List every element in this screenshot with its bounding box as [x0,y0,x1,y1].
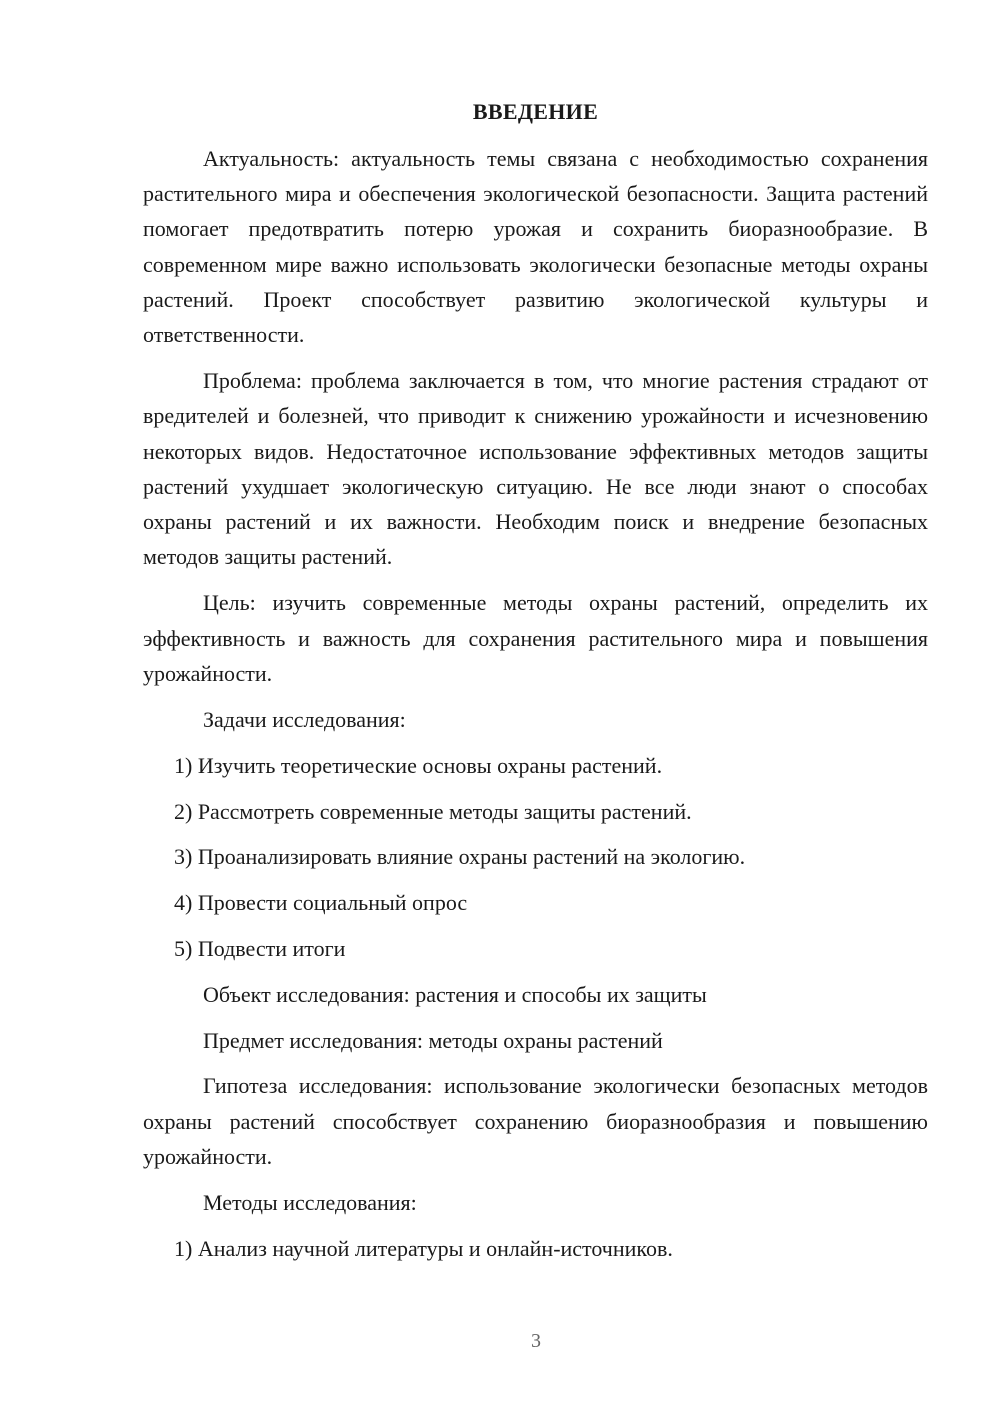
task-item: 5) Подвести итоги [174,936,346,962]
page-number: 3 [531,1330,541,1352]
research-subject: Предмет исследования: методы охраны растений [203,1027,663,1053]
task-item: 1) Изучить теоретические основы охраны растений. [174,752,663,778]
method-item: 1) Анализ научной литературы и онлайн-источников. [174,1235,673,1261]
methods-heading: Методы исследования: [203,1190,417,1216]
task-item: 2) Рассмотреть современные методы защиты растений. [174,798,692,824]
task-item: 3) Проанализировать влияние охраны растений на экологию. [174,844,746,870]
task-item: 4) Провести социальный опрос [174,890,468,916]
hypothesis-paragraph: Гипотеза исследования: использование экологически безопасных методов охраны растений способствует сохранению биоразнообразия и повышению урожайности. [143,1073,928,1169]
problem-paragraph: Проблема: проблема заключается в том, что многие растения страдают от вредителей и болезней, что приводит к снижению урожайности и исчезновению некоторых видов. Недостаточное использование эффективных методов защиты растений ухудшает экологическую ситуацию. Не все люди знают о способах охраны растений и их важности. Необходим поиск и внедрение безопасных методов защиты растений. [143,368,928,570]
research-object: Объект исследования: растения и способы их защиты [203,981,707,1007]
tasks-heading: Задачи исследования: [203,707,406,733]
section-title: ВВЕДЕНИЕ [472,99,599,124]
relevance-paragraph: Актуальность: актуальность темы связана с необходимостью сохранения растительного мира и обеспечения экологической безопасности. Защита растений помогает предотвратить потерю урожая и сохранить биоразнообразие. В современном мире важно использовать экологически безопасные методы охраны растений. Проект способствует развитию экологической культуры и ответственности. [143,146,928,348]
goal-paragraph: Цель: изучить современные методы охраны растений, определить их эффективность и важность для сохранения растительного мира и повышения урожайности. [143,590,928,686]
document-page [143,94,928,1277]
